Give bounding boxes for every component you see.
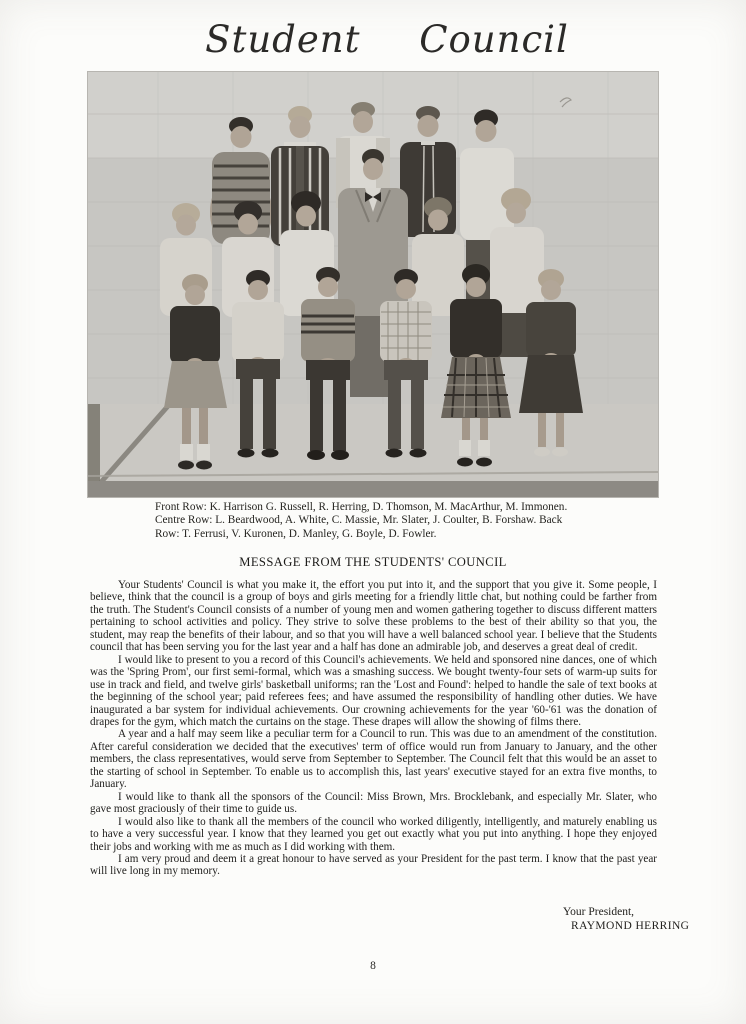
page-title: Student Council bbox=[205, 18, 569, 61]
gym-floor bbox=[88, 404, 658, 497]
message-body bbox=[90, 579, 657, 878]
message-paragraph: Your Students' Council is what you make it, the effort you put into it, and the support that you give it. Some people, I believe, think that the council is a group of boys and girls meeting for a friendly little chat, but nothing could be farther from the truth. The Student's Council consists of a number of young men and women gathering together to discuss different matters pertaining to school activities and policy. They strive to solve these problems to the best of their ability so that you, the student, may reap the benefits of their labour, and so that you will have a well balanced school year. I believe that the Students council that has been serving you for the last year and a half has done an admirable job, and deserves a great deal of credit. bbox=[90, 579, 657, 654]
council-photo-illustration bbox=[88, 72, 658, 497]
signature-block bbox=[563, 905, 689, 933]
message-paragraph: I would also like to thank all the members of the council who worked diligently, intelligently, and maturely enabling us to have a very successful year. I know that they learned you get out exactly what you put into anything. I hope they enjoyed their jobs and working with me as much as I did working with them. bbox=[90, 815, 657, 853]
message-paragraph: I would like to present to you a record of this Council's achievements. We held and sponsored nine dances, one of which was the 'Spring Prom', our first semi-formal, which was a smashing success. We bought twenty-four sets of warm-up suits for use in track and field, and twelve girls' basketball uniforms; ran the 'Lost and Found': helped to handle the sale of text books at the beginning of the school year; paid referees fees; and have assumed the responsibility of handling other duties. We have inaugurated a bar system for individual achievements. Our crowning achievements for the year '60-'61 was the donation of drapes for the gym, which match the curtains on the stage. These drapes will allow the showing of films there. bbox=[90, 653, 657, 728]
caption-line: Front Row: K. Harrison G. Russell, R. Herring, D. Thomson, M. MacArthur, M. Immonen. bbox=[155, 501, 568, 513]
signature-name: RAYMOND HERRING bbox=[571, 920, 690, 932]
page-number: 8 bbox=[370, 960, 376, 972]
caption-line: Centre Row: L. Beardwood, A. White, C. Massie, Mr. Slater, J. Coulter, B. Forshaw. Back bbox=[155, 514, 563, 527]
photo-caption bbox=[155, 501, 663, 541]
message-paragraph: I am very proud and deem it a great honour to have served as your President for the past term. I know that the past year will live long in my memory. bbox=[90, 852, 657, 878]
message-paragraph: I would like to thank all the sponsors of the Council: Miss Brown, Mrs. Brocklebank, and especially Mr. Slater, who gave most graciously of their time to guide us. bbox=[90, 790, 657, 816]
council-photo bbox=[88, 72, 658, 497]
caption-line: Row: T. Ferrusi, V. Kuronen, D. Manley, G. Boyle, D. Fowler. bbox=[155, 527, 437, 540]
message-paragraph: A year and a half may seem like a peculiar term for a Council to run. This was due to an amendment of the constitution. After careful consideration we decided that the executives' term of office would run from January to January, and the other members, the class representatives, would serve from September to September. The Council felt that this would be an asset to the starting of school in September. To enable us to accomplish this, last years' executive stayed for an extra five months, to January. bbox=[90, 728, 657, 791]
signature-role: Your President, bbox=[563, 906, 635, 918]
message-heading: MESSAGE FROM THE STUDENTS' COUNCIL bbox=[239, 555, 507, 569]
